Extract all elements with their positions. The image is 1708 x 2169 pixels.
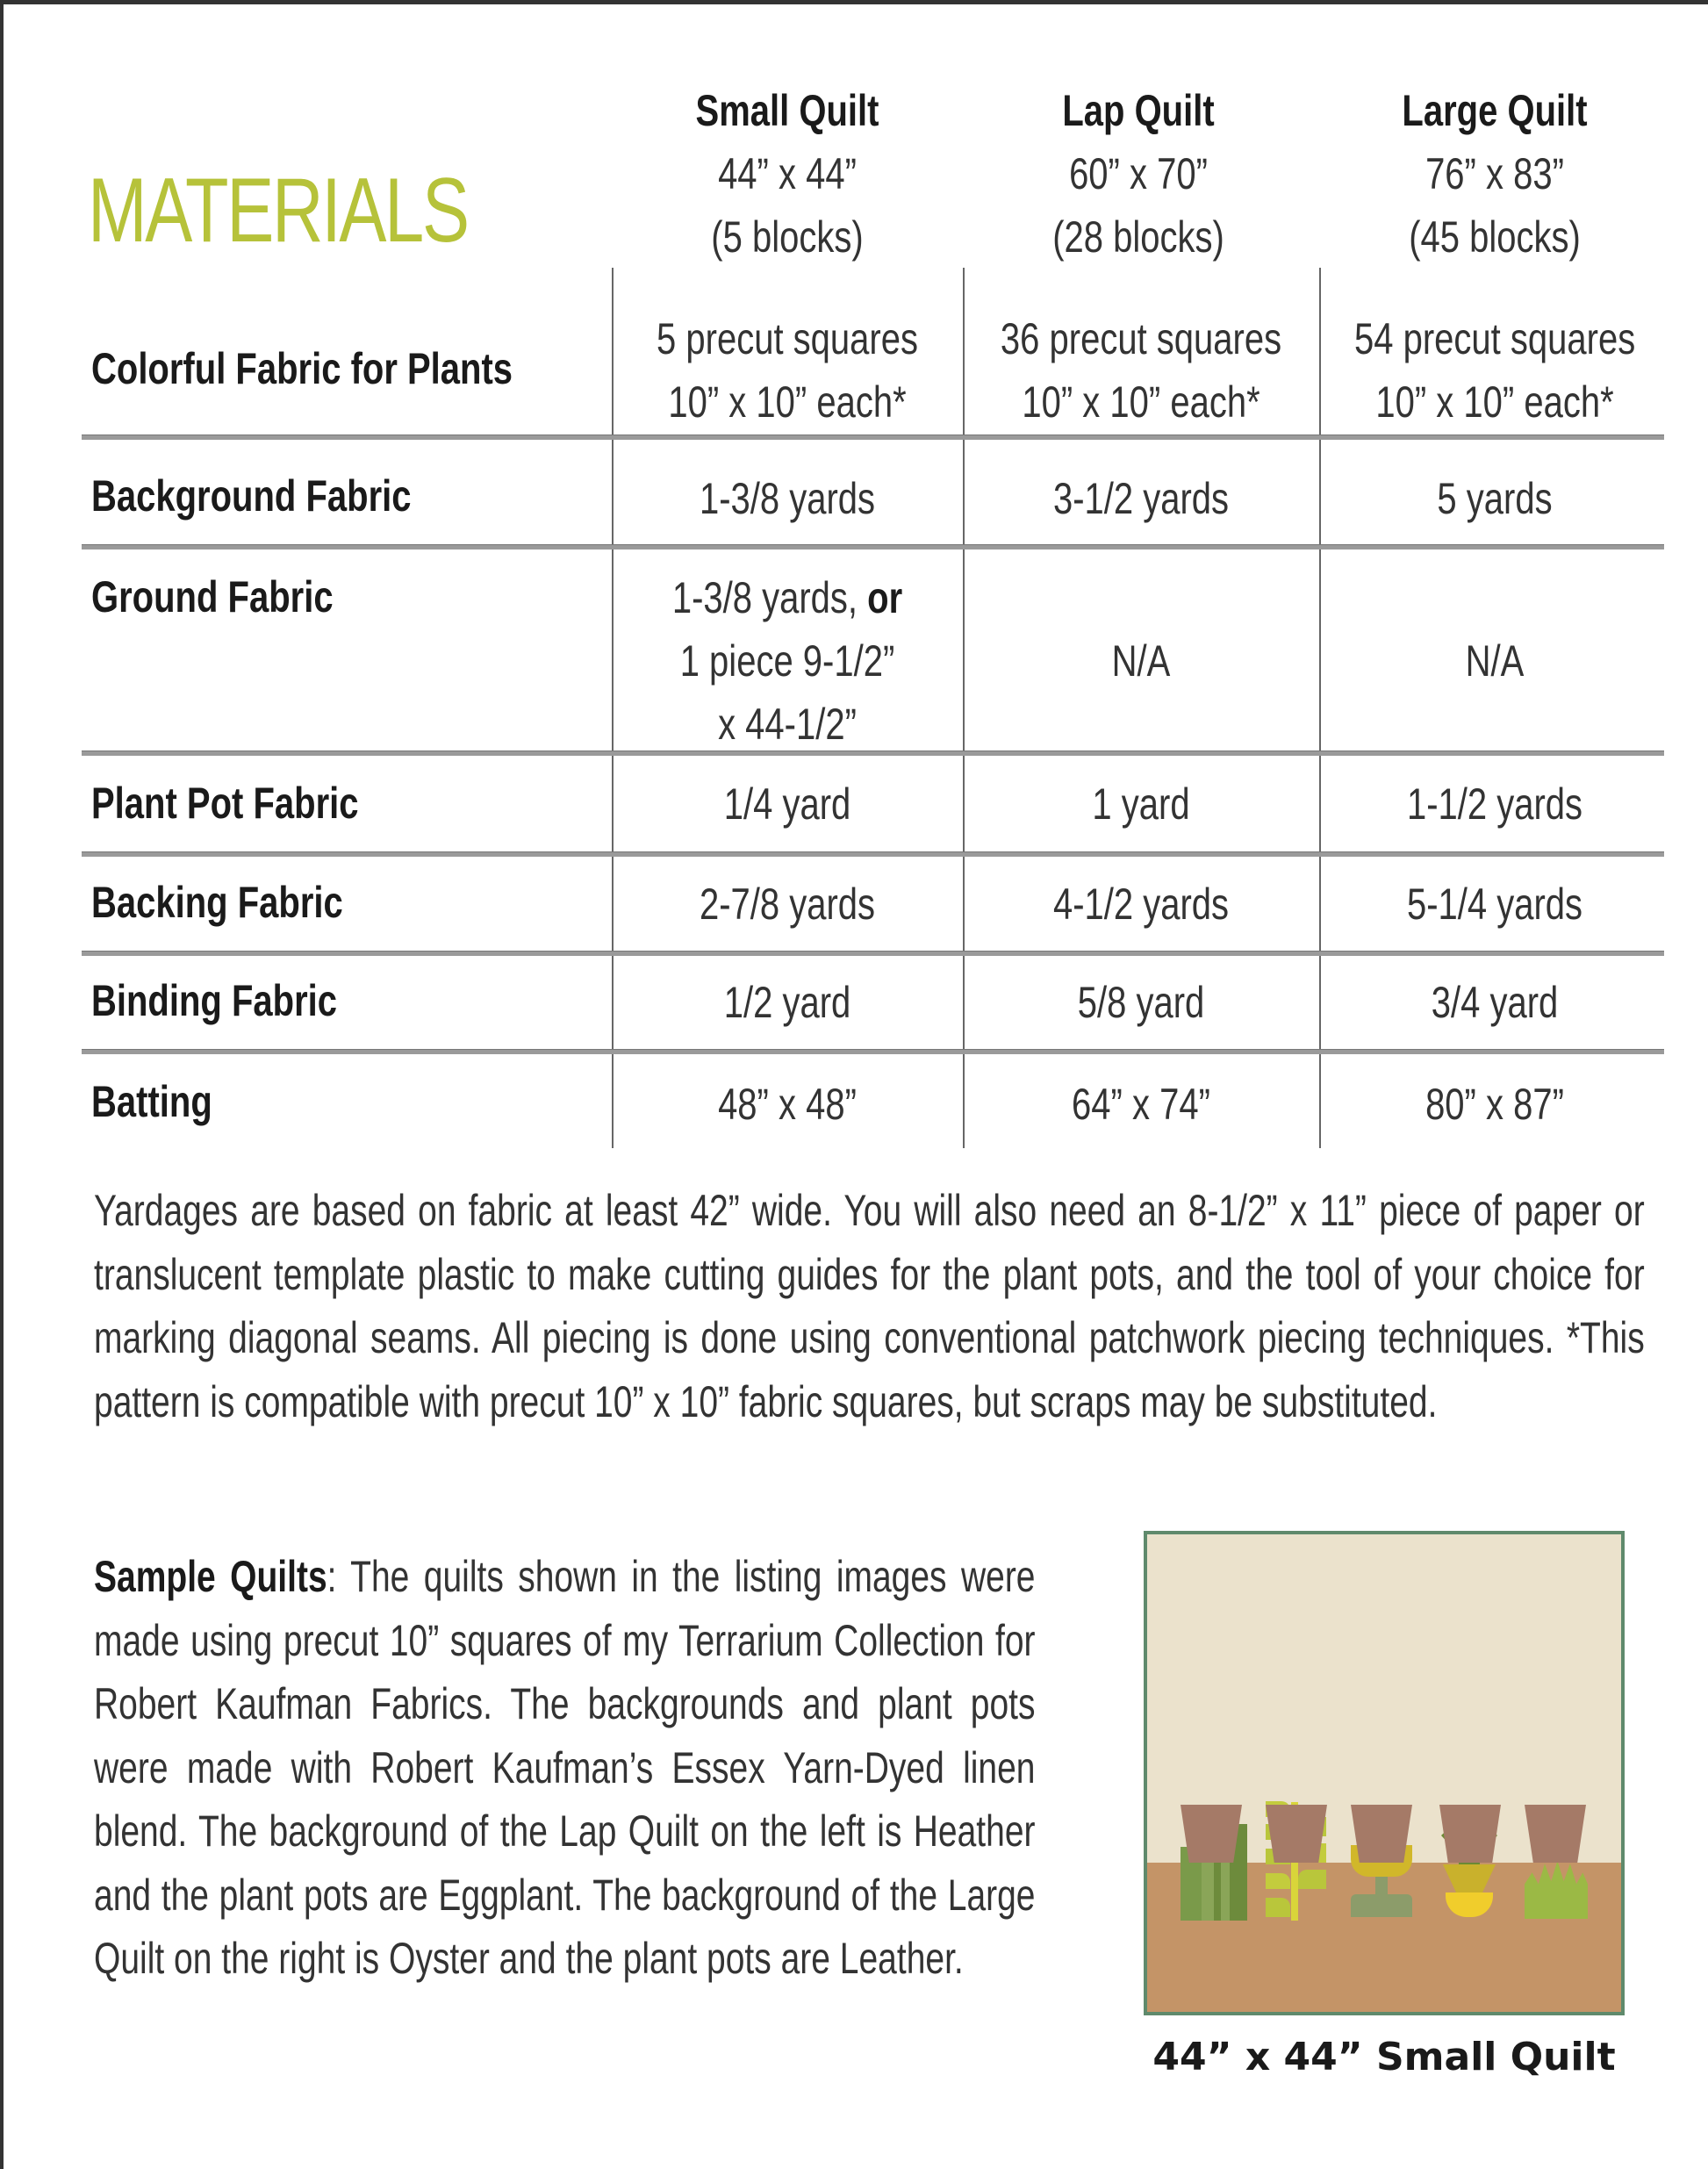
row-label: Ground Fabric [91, 572, 334, 621]
row-divider [82, 435, 1664, 440]
row-divider [82, 851, 1664, 857]
image-top-border [0, 0, 1708, 4]
cell-line [647, 566, 928, 629]
table-cell: N/A [1465, 636, 1525, 686]
column-dims: 44” x 44” [718, 149, 857, 198]
table-cell: N/A [1111, 636, 1171, 686]
sample-quilts-text [94, 1545, 1036, 1991]
small-quilt-illustration [1144, 1531, 1625, 2015]
table-cell: 80” x 87” [1425, 1080, 1564, 1129]
plant-pot-icon [1439, 1805, 1501, 1863]
cell-line: 36 precut squares [1000, 314, 1282, 363]
column-blocks: (5 blocks) [711, 212, 864, 262]
row-label: Colorful Fabric for Plants [91, 344, 513, 393]
row-label: Backing Fabric [91, 878, 343, 927]
column-name: Small Quilt [695, 86, 879, 135]
table-cell: 48” x 48” [718, 1080, 857, 1129]
table-cell: 3/4 yard [1431, 978, 1559, 1027]
cell-line: 10” x 10” each* [668, 377, 907, 427]
cell-line: x 44-1/2” [718, 700, 857, 749]
column-name: Lap Quilt [1062, 86, 1215, 135]
table-cell: 1-3/8 yards [699, 474, 876, 523]
table-cell [999, 307, 1284, 434]
sample-quilts-label: Sample Quilts [94, 1552, 327, 1601]
column-name: Large Quilt [1402, 86, 1588, 135]
table-cell: 1 yard [1092, 779, 1190, 829]
cell-line: 54 precut squares [1354, 314, 1636, 363]
row-divider [82, 544, 1664, 549]
column-divider [1319, 268, 1321, 1148]
column-header-lap [998, 79, 1279, 269]
row-label: Binding Fabric [91, 976, 337, 1025]
table-cell: 2-7/8 yards [699, 880, 876, 929]
plant-pot-icon [1525, 1805, 1586, 1863]
column-blocks: (28 blocks) [1052, 212, 1224, 262]
table-cell: 1/4 yard [723, 779, 851, 829]
table-cell: 4-1/2 yards [1052, 880, 1230, 929]
table-cell [647, 307, 928, 434]
sample-quilts-body: : The quilts shown in the listing images were made using precut 10” squares of my Terrarium Collection for Robert Kaufman Fabrics. The backgrounds and plant pots were made with Robert Kaufman’s Essex Yarn-Dyed linen blend. The background of the Lap Quilt on the left is Heather and the plant pots are Eggplant. The background of the Large Quilt on the right is Oyster and the plant pots are Leather. [94, 1552, 1036, 1983]
table-cell: 1-1/2 yards [1406, 779, 1583, 829]
column-dims: 76” x 83” [1425, 149, 1564, 198]
table-cell: 5-1/4 yards [1406, 880, 1583, 929]
column-divider [963, 268, 965, 1148]
column-header-large [1354, 79, 1635, 269]
row-divider [82, 1049, 1664, 1054]
row-label: Plant Pot Fabric [91, 779, 359, 828]
cell-emphasis: or [867, 573, 903, 622]
table-cell [647, 566, 928, 756]
column-dims: 60” x 70” [1069, 149, 1208, 198]
cell-line: 1 piece 9-1/2” [679, 636, 895, 686]
row-label: Background Fabric [91, 471, 412, 521]
row-divider [82, 951, 1664, 956]
cell-line: 5 precut squares [657, 314, 918, 363]
cell-line: 10” x 10” each* [1022, 377, 1260, 427]
table-cell: 1/2 yard [723, 978, 851, 1027]
column-blocks: (45 blocks) [1409, 212, 1581, 262]
table-cell [1354, 307, 1635, 434]
page-title: MATERIALS [88, 160, 468, 262]
row-label: Batting [91, 1077, 212, 1126]
table-cell: 3-1/2 yards [1052, 474, 1230, 523]
quilt-caption: 44” x 44” Small Quilt [1152, 2035, 1616, 2079]
plant-pot-icon [1181, 1805, 1242, 1863]
column-divider [612, 268, 614, 1148]
table-cell: 5/8 yard [1077, 978, 1205, 1027]
image-left-border [0, 0, 4, 2169]
plant-pot-icon [1266, 1805, 1327, 1863]
table-cell: 64” x 74” [1072, 1080, 1210, 1129]
table-cell: 5 yards [1437, 474, 1553, 523]
cell-line: 10” x 10” each* [1375, 377, 1614, 427]
plant-pot-icon [1351, 1805, 1412, 1863]
column-header-small [647, 79, 928, 269]
yardage-notes: Yardages are based on fabric at least 42” wide. You will also need an 8-1/2” x 11” piece of paper or translucent template plastic to make cutting guides for the plant pots, and the tool of your choice for marking diagonal seams. All piecing is done using conventional patchwork piecing techniques. *This pattern is compatible with precut 10” x 10” fabric squares, but scraps may be substituted. [94, 1186, 1645, 1426]
cell-text: 1-3/8 yards, [671, 573, 858, 622]
